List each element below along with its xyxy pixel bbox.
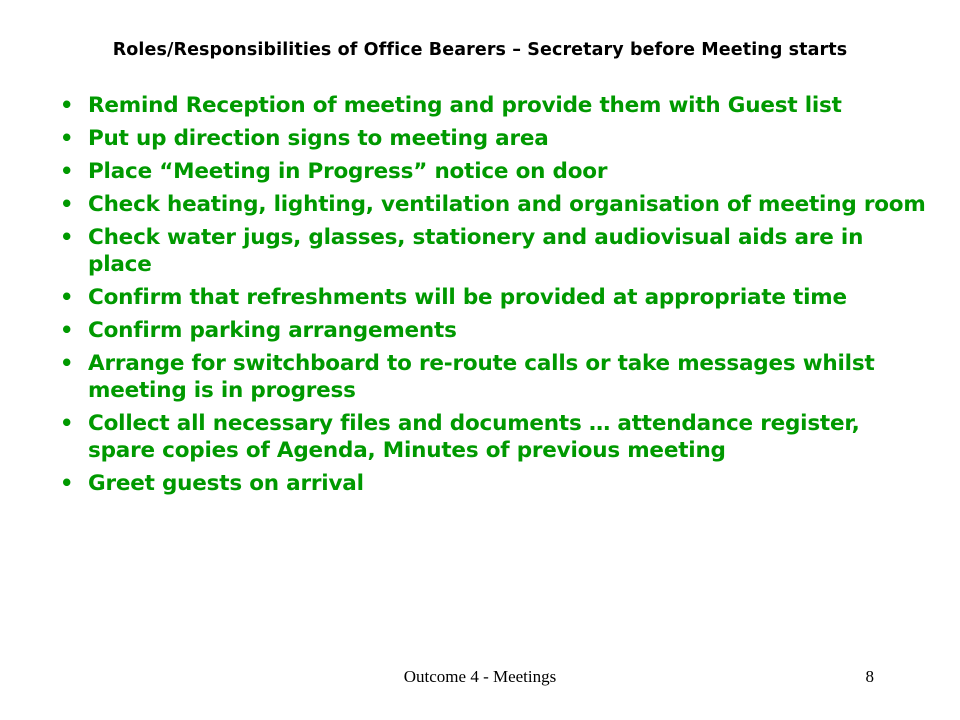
bullet-item: [60, 410, 930, 464]
bullet-icon: •: [60, 93, 74, 117]
slide-footer: Outcome 4 - Meetings: [403, 667, 557, 686]
bullet-item: [60, 284, 930, 311]
bullet-text: Remind Reception of meeting and provide them with Guest list: [88, 93, 842, 118]
bullet-text: Put up direction signs to meeting area: [88, 126, 549, 151]
bullet-item: [60, 224, 930, 278]
bullet-icon: •: [60, 225, 74, 249]
bullet-item: [60, 470, 930, 497]
bullet-icon: •: [60, 411, 74, 435]
bullet-text: Arrange for switchboard to re-route calls or take messages whilst meeting is in progress: [88, 351, 875, 403]
bullet-item: [60, 158, 930, 185]
bullet-text: Check heating, lighting, ventilation and organisation of meeting room: [88, 192, 926, 217]
bullet-icon: •: [60, 471, 74, 495]
bullet-icon: •: [60, 285, 74, 309]
bullet-text: Confirm that refreshments will be provided at appropriate time: [88, 285, 847, 310]
bullet-item: [60, 92, 930, 119]
bullet-list: [60, 92, 930, 503]
bullet-text: Confirm parking arrangements: [88, 318, 457, 343]
bullet-text: Collect all necessary files and documents … attendance register, spare copies of Agenda, Minutes of previous meeting: [88, 411, 860, 463]
bullet-text: Greet guests on arrival: [88, 471, 364, 496]
bullet-icon: •: [60, 126, 74, 150]
bullet-icon: •: [60, 318, 74, 342]
bullet-item: [60, 350, 930, 404]
bullet-icon: •: [60, 351, 74, 375]
slide-page-number: 8: [865, 667, 874, 686]
bullet-text: Place “Meeting in Progress” notice on door: [88, 159, 608, 184]
bullet-item: [60, 125, 930, 152]
slide-title: Roles/Responsibilities of Office Bearers – Secretary before Meeting starts: [112, 40, 848, 60]
bullet-text: Check water jugs, glasses, stationery and audiovisual aids are in place: [88, 225, 864, 277]
bullet-icon: •: [60, 192, 74, 216]
bullet-item: [60, 191, 930, 218]
bullet-item: [60, 317, 930, 344]
bullet-icon: •: [60, 159, 74, 183]
